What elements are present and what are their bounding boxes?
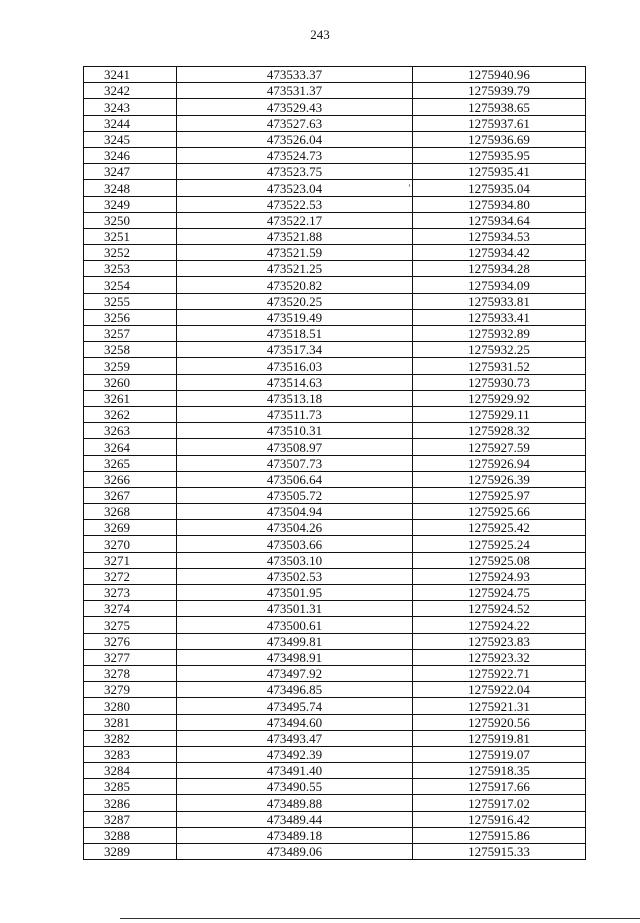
y-coordinate-cell: 1275920.56 — [413, 714, 586, 730]
point-id-cell: 3276 — [84, 633, 177, 649]
table-row — [84, 228, 586, 244]
x-coordinate-cell: 473507.73 — [177, 455, 413, 471]
x-coordinate-cell: 473508.97 — [177, 439, 413, 455]
table-row — [84, 326, 586, 342]
y-coordinate-cell: 1275918.35 — [413, 763, 586, 779]
table-row — [84, 245, 586, 261]
x-coordinate-cell: 473518.51 — [177, 326, 413, 342]
x-coordinate-cell: 473504.26 — [177, 520, 413, 536]
y-coordinate-cell: 1275916.42 — [413, 811, 586, 827]
table-row — [84, 423, 586, 439]
table-row — [84, 439, 586, 455]
table-row — [84, 811, 586, 827]
x-coordinate-cell: 473492.39 — [177, 746, 413, 762]
y-coordinate-cell: 1275925.42 — [413, 520, 586, 536]
x-coordinate-cell: 473504.94 — [177, 504, 413, 520]
table-row — [84, 730, 586, 746]
table-row — [84, 293, 586, 309]
point-id-cell: 3279 — [84, 682, 177, 698]
y-coordinate-cell: 1275935.95 — [413, 147, 586, 163]
table-row — [84, 682, 586, 698]
point-id-cell: 3248 — [84, 180, 177, 196]
point-id-cell: 3268 — [84, 504, 177, 520]
stray-mark: ' — [408, 183, 410, 193]
point-id-cell: 3266 — [84, 471, 177, 487]
table-row — [84, 131, 586, 147]
table-row — [84, 714, 586, 730]
table-row — [84, 633, 586, 649]
x-coordinate-cell: 473501.95 — [177, 585, 413, 601]
table-row — [84, 698, 586, 714]
point-id-cell: 3284 — [84, 763, 177, 779]
x-coordinate-cell: 473526.04 — [177, 131, 413, 147]
point-id-cell: 3243 — [84, 99, 177, 115]
x-coordinate-cell: 473495.74 — [177, 698, 413, 714]
y-coordinate-cell: 1275940.96 — [413, 67, 586, 83]
point-id-cell: 3281 — [84, 714, 177, 730]
point-id-cell: 3259 — [84, 358, 177, 374]
y-coordinate-cell: 1275933.41 — [413, 309, 586, 325]
x-coordinate-cell: 473500.61 — [177, 617, 413, 633]
table-row — [84, 180, 586, 196]
y-coordinate-cell: 1275934.64 — [413, 212, 586, 228]
point-id-cell: 3272 — [84, 568, 177, 584]
y-coordinate-cell: 1275925.66 — [413, 504, 586, 520]
y-coordinate-cell: 1275933.81 — [413, 293, 586, 309]
table-row — [84, 147, 586, 163]
y-coordinate-cell: 1275924.93 — [413, 568, 586, 584]
y-coordinate-cell: 1275924.52 — [413, 601, 586, 617]
y-coordinate-cell: 1275929.11 — [413, 406, 586, 422]
y-coordinate-cell: 1275928.32 — [413, 423, 586, 439]
point-id-cell: 3264 — [84, 439, 177, 455]
point-id-cell: 3286 — [84, 795, 177, 811]
x-coordinate-cell: 473527.63 — [177, 115, 413, 131]
table-row — [84, 536, 586, 552]
x-coordinate-cell: 473502.53 — [177, 568, 413, 584]
point-id-cell: 3282 — [84, 730, 177, 746]
x-coordinate-cell: 473521.88 — [177, 228, 413, 244]
x-coordinate-cell: 473520.25 — [177, 293, 413, 309]
y-coordinate-cell: 1275919.81 — [413, 730, 586, 746]
y-coordinate-cell: 1275927.59 — [413, 439, 586, 455]
point-id-cell: 3245 — [84, 131, 177, 147]
point-id-cell: 3288 — [84, 827, 177, 843]
x-coordinate-cell: 473514.63 — [177, 374, 413, 390]
table-row — [84, 746, 586, 762]
point-id-cell: 3274 — [84, 601, 177, 617]
point-id-cell: 3257 — [84, 326, 177, 342]
page-number: 243 — [310, 27, 330, 42]
y-coordinate-cell: 1275924.22 — [413, 617, 586, 633]
x-coordinate-cell: 473521.25 — [177, 261, 413, 277]
table-row — [84, 261, 586, 277]
table-row — [84, 617, 586, 633]
point-id-cell: 3260 — [84, 374, 177, 390]
x-coordinate-cell: 473531.37 — [177, 83, 413, 99]
point-id-cell: 3271 — [84, 552, 177, 568]
point-id-cell: 3246 — [84, 147, 177, 163]
y-coordinate-cell: 1275922.04 — [413, 682, 586, 698]
point-id-cell: 3283 — [84, 746, 177, 762]
table-row — [84, 520, 586, 536]
point-id-cell: 3258 — [84, 342, 177, 358]
y-coordinate-cell: 1275923.32 — [413, 649, 586, 665]
x-coordinate-cell: 473489.88 — [177, 795, 413, 811]
y-coordinate-cell: 1275935.04 — [413, 180, 586, 196]
point-id-cell: 3261 — [84, 390, 177, 406]
y-coordinate-cell: 1275934.53 — [413, 228, 586, 244]
x-coordinate-cell: 473510.31 — [177, 423, 413, 439]
x-coordinate-cell: 473522.53 — [177, 196, 413, 212]
coordinate-table — [83, 66, 586, 860]
table-row — [84, 390, 586, 406]
point-id-cell: 3254 — [84, 277, 177, 293]
x-coordinate-cell: 473490.55 — [177, 779, 413, 795]
x-coordinate-cell: 473522.17 — [177, 212, 413, 228]
point-id-cell: 3244 — [84, 115, 177, 131]
y-coordinate-cell: 1275921.31 — [413, 698, 586, 714]
x-coordinate-cell: 473516.03 — [177, 358, 413, 374]
x-coordinate-cell: 473517.34 — [177, 342, 413, 358]
y-coordinate-cell: 1275919.07 — [413, 746, 586, 762]
table-row — [84, 585, 586, 601]
table-row — [84, 763, 586, 779]
table-row — [84, 471, 586, 487]
table-row — [84, 649, 586, 665]
table-row — [84, 487, 586, 503]
point-id-cell: 3241 — [84, 67, 177, 83]
point-id-cell: 3242 — [84, 83, 177, 99]
point-id-cell: 3267 — [84, 487, 177, 503]
table-row — [84, 827, 586, 843]
point-id-cell: 3251 — [84, 228, 177, 244]
x-coordinate-cell: 473520.82 — [177, 277, 413, 293]
y-coordinate-cell: 1275924.75 — [413, 585, 586, 601]
y-coordinate-cell: 1275937.61 — [413, 115, 586, 131]
y-coordinate-cell: 1275934.42 — [413, 245, 586, 261]
table-row — [84, 164, 586, 180]
table-row — [84, 601, 586, 617]
point-id-cell: 3249 — [84, 196, 177, 212]
x-coordinate-cell: 473511.73 — [177, 406, 413, 422]
y-coordinate-cell: 1275925.97 — [413, 487, 586, 503]
y-coordinate-cell: 1275923.83 — [413, 633, 586, 649]
x-coordinate-cell: 473505.72 — [177, 487, 413, 503]
x-coordinate-cell: 473496.85 — [177, 682, 413, 698]
y-coordinate-cell: 1275926.39 — [413, 471, 586, 487]
table-row — [84, 455, 586, 471]
table-row — [84, 115, 586, 131]
table-row — [84, 342, 586, 358]
x-coordinate-cell: 473494.60 — [177, 714, 413, 730]
x-coordinate-cell: 473523.04 — [177, 180, 413, 196]
table-row — [84, 309, 586, 325]
point-id-cell: 3256 — [84, 309, 177, 325]
point-id-cell: 3247 — [84, 164, 177, 180]
x-coordinate-cell: 473499.81 — [177, 633, 413, 649]
table-row — [84, 779, 586, 795]
y-coordinate-cell: 1275925.24 — [413, 536, 586, 552]
y-coordinate-cell: 1275925.08 — [413, 552, 586, 568]
x-coordinate-cell: 473513.18 — [177, 390, 413, 406]
coordinate-table-body — [84, 67, 586, 860]
table-row — [84, 406, 586, 422]
x-coordinate-cell: 473489.06 — [177, 844, 413, 860]
y-coordinate-cell: 1275936.69 — [413, 131, 586, 147]
x-coordinate-cell: 473503.10 — [177, 552, 413, 568]
point-id-cell: 3287 — [84, 811, 177, 827]
point-id-cell: 3250 — [84, 212, 177, 228]
table-row — [84, 844, 586, 860]
point-id-cell: 3278 — [84, 665, 177, 681]
y-coordinate-cell: 1275917.02 — [413, 795, 586, 811]
point-id-cell: 3252 — [84, 245, 177, 261]
table-row — [84, 374, 586, 390]
table-row — [84, 665, 586, 681]
x-coordinate-cell: 473489.18 — [177, 827, 413, 843]
x-coordinate-cell: 473521.59 — [177, 245, 413, 261]
y-coordinate-cell: 1275932.25 — [413, 342, 586, 358]
x-coordinate-cell: 473501.31 — [177, 601, 413, 617]
x-coordinate-cell: 473524.73 — [177, 147, 413, 163]
table-row — [84, 358, 586, 374]
y-coordinate-cell: 1275915.33 — [413, 844, 586, 860]
y-coordinate-cell: 1275932.89 — [413, 326, 586, 342]
table-row — [84, 67, 586, 83]
x-coordinate-cell: 473498.91 — [177, 649, 413, 665]
table-row — [84, 277, 586, 293]
x-coordinate-cell: 473523.75 — [177, 164, 413, 180]
y-coordinate-cell: 1275926.94 — [413, 455, 586, 471]
point-id-cell: 3270 — [84, 536, 177, 552]
table-row — [84, 196, 586, 212]
x-coordinate-cell: 473493.47 — [177, 730, 413, 746]
y-coordinate-cell: 1275935.41 — [413, 164, 586, 180]
y-coordinate-cell: 1275939.79 — [413, 83, 586, 99]
table-row — [84, 795, 586, 811]
point-id-cell: 3289 — [84, 844, 177, 860]
point-id-cell: 3269 — [84, 520, 177, 536]
point-id-cell: 3253 — [84, 261, 177, 277]
x-coordinate-cell: 473497.92 — [177, 665, 413, 681]
y-coordinate-cell: 1275934.28 — [413, 261, 586, 277]
point-id-cell: 3280 — [84, 698, 177, 714]
table-row — [84, 568, 586, 584]
point-id-cell: 3285 — [84, 779, 177, 795]
x-coordinate-cell: 473503.66 — [177, 536, 413, 552]
y-coordinate-cell: 1275938.65 — [413, 99, 586, 115]
footer-rule — [120, 918, 640, 919]
y-coordinate-cell: 1275917.66 — [413, 779, 586, 795]
x-coordinate-cell: 473491.40 — [177, 763, 413, 779]
point-id-cell: 3277 — [84, 649, 177, 665]
x-coordinate-cell: 473519.49 — [177, 309, 413, 325]
table-row — [84, 212, 586, 228]
y-coordinate-cell: 1275930.73 — [413, 374, 586, 390]
table-row — [84, 99, 586, 115]
table-row — [84, 83, 586, 99]
point-id-cell: 3275 — [84, 617, 177, 633]
point-id-cell: 3263 — [84, 423, 177, 439]
y-coordinate-cell: 1275915.86 — [413, 827, 586, 843]
x-coordinate-cell: 473533.37 — [177, 67, 413, 83]
x-coordinate-cell: 473529.43 — [177, 99, 413, 115]
point-id-cell: 3262 — [84, 406, 177, 422]
x-coordinate-cell: 473506.64 — [177, 471, 413, 487]
y-coordinate-cell: 1275931.52 — [413, 358, 586, 374]
point-id-cell: 3273 — [84, 585, 177, 601]
y-coordinate-cell: 1275934.09 — [413, 277, 586, 293]
point-id-cell: 3265 — [84, 455, 177, 471]
x-coordinate-cell: 473489.44 — [177, 811, 413, 827]
table-row — [84, 504, 586, 520]
y-coordinate-cell: 1275934.80 — [413, 196, 586, 212]
y-coordinate-cell: 1275929.92 — [413, 390, 586, 406]
point-id-cell: 3255 — [84, 293, 177, 309]
y-coordinate-cell: 1275922.71 — [413, 665, 586, 681]
table-row — [84, 552, 586, 568]
